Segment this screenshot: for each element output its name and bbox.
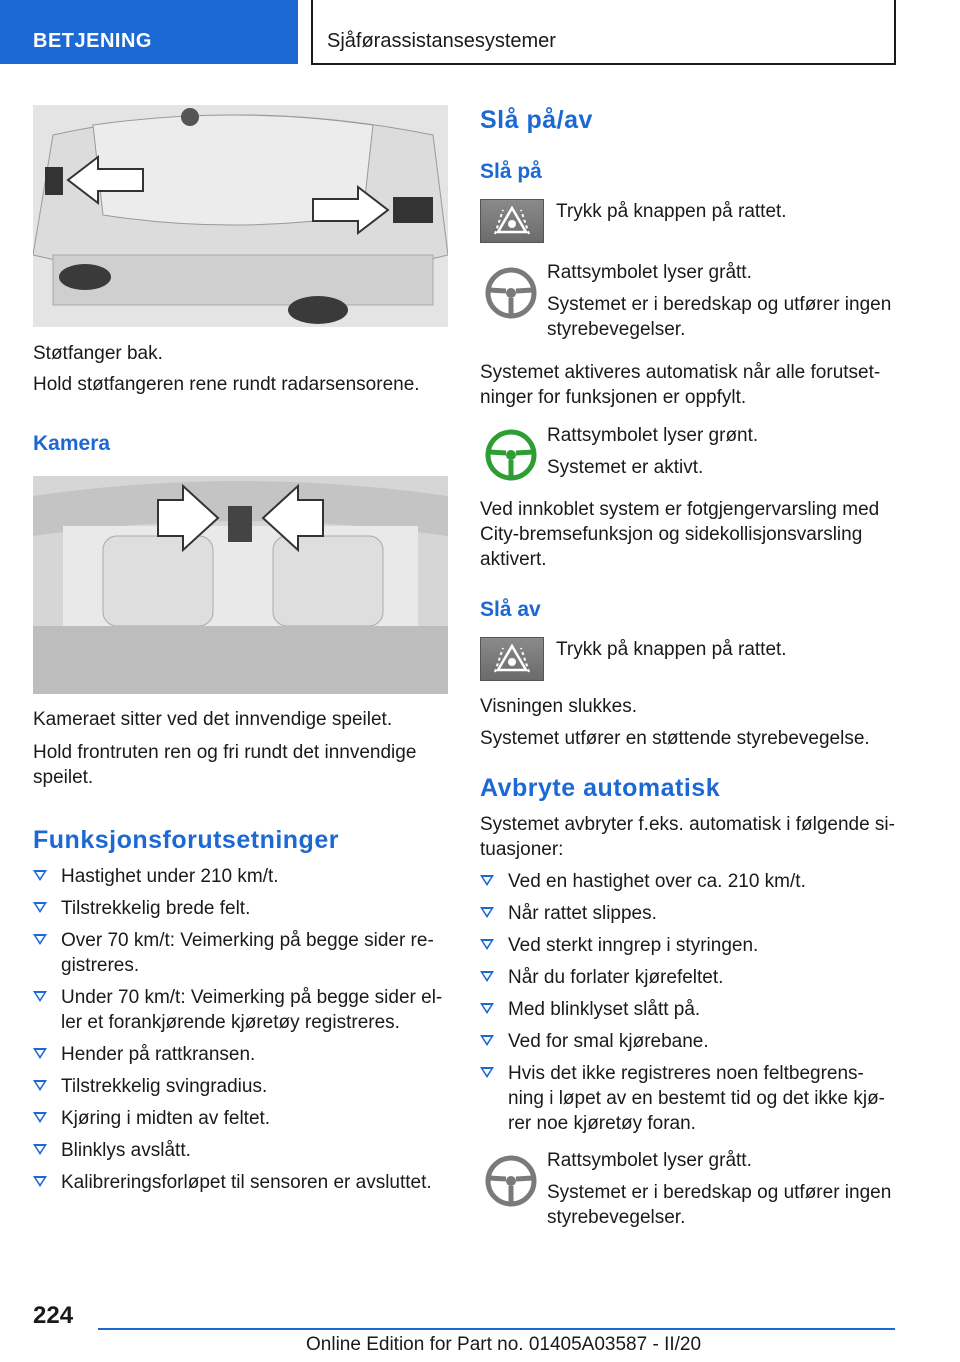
triangle-bullet-icon (480, 907, 494, 918)
list-item: Med blinklyset slått på. (480, 997, 895, 1022)
triangle-bullet-icon (33, 934, 47, 945)
steering-wheel-grey-icon (480, 1150, 542, 1212)
triangle-bullet-icon (33, 1176, 47, 1187)
list-item: Hvis det ikke registreres noen feltbegrens-ning i løpet av en bestemt tid og det ikke kjø-rer noe kjøretøy foran. (480, 1061, 895, 1136)
support-move-text: Systemet utfører en støttende styrebevegelse. (480, 728, 870, 749)
camera-heading: Kamera (33, 432, 111, 455)
main-heading: Slå på/av (480, 106, 593, 134)
grey-symbol-text-2: Rattsymbolet lyser grått. (547, 1150, 752, 1171)
list-item: Ved en hastighet over ca. 210 km/t. (480, 869, 895, 894)
list-item: Ved sterkt inngrep i styringen. (480, 933, 895, 958)
steering-wheel-green-icon (480, 424, 542, 486)
grey-symbol-text: Rattsymbolet lyser grått. (547, 262, 752, 283)
off-press-text: Trykk på knappen på rattet. (556, 639, 787, 660)
triangle-bullet-icon (33, 991, 47, 1002)
list-item: Hastighet under 210 km/t. (33, 864, 448, 889)
bumper-text: Hold støtfangeren rene rundt radarsensorene. (33, 374, 420, 395)
grey-standby-text: Systemet er i beredskap og utfører ingen styrebevegelser. (547, 294, 892, 340)
func-heading: Funksjonsforutsetninger (33, 826, 339, 854)
display-off-text: Visningen slukkes. (480, 696, 638, 717)
warning-text: Ved innkoblet system er fotgjengervarsling med City-bremsefunksjon og sidekollisjonsvarsling aktivert. (480, 499, 880, 570)
list-item: Kjøring i midten av feltet. (33, 1106, 448, 1131)
triangle-bullet-icon (480, 1003, 494, 1014)
triangle-bullet-icon (480, 939, 494, 950)
list-item: Tilstrekkelig svingradius. (33, 1074, 448, 1099)
page-number: 224 (33, 1302, 74, 1329)
footer-divider (98, 1328, 895, 1330)
green-active-text: Systemet er aktivt. (547, 457, 704, 478)
camera-image (33, 476, 448, 694)
green-symbol-text: Rattsymbolet lyser grønt. (547, 425, 759, 446)
steering-wheel-grey-icon (480, 262, 542, 324)
chapter-tab (311, 0, 896, 65)
lane-assist-button-icon (480, 199, 544, 243)
on-heading: Slå på (480, 160, 542, 183)
list-item: Under 70 km/t: Veimerking på begge sider el-ler et forankjørende kjøretøy registreres. (33, 985, 448, 1035)
list-item: Kalibreringsforløpet til sensoren er avsluttet. (33, 1170, 448, 1195)
section-tab (0, 0, 298, 64)
section-title: BETJENING (33, 30, 152, 52)
list-item: Ved for smal kjørebane. (480, 1029, 895, 1054)
triangle-bullet-icon (33, 902, 47, 913)
triangle-bullet-icon (33, 870, 47, 881)
camera-caption: Kameraet sitter ved det innvendige speilet. (33, 709, 393, 730)
list-item: Når rattet slippes. (480, 901, 895, 926)
off-heading: Slå av (480, 598, 541, 621)
list-item: Over 70 km/t: Veimerking på begge sider re-gistreres. (33, 928, 448, 978)
grey-standby-text-2: Systemet er i beredskap og utfører ingen styrebevegelser. (547, 1182, 892, 1228)
auto-activate-text: Systemet aktiveres automatisk når alle forutset-ninger for funksjonen er oppfylt. (480, 362, 881, 408)
list-item: Tilstrekkelig brede felt. (33, 896, 448, 921)
lane-assist-button-icon (480, 637, 544, 681)
triangle-bullet-icon (480, 1067, 494, 1078)
func-list (33, 864, 448, 1202)
abort-intro-text: Systemet avbryter f.eks. automatisk i følgende si-tuasjoner: (480, 814, 895, 860)
rear-bumper-image (33, 105, 448, 327)
list-item: Blinklys avslått. (33, 1138, 448, 1163)
triangle-bullet-icon (33, 1048, 47, 1059)
triangle-bullet-icon (33, 1080, 47, 1091)
triangle-bullet-icon (480, 1035, 494, 1046)
triangle-bullet-icon (480, 875, 494, 886)
bumper-caption: Støtfanger bak. (33, 343, 163, 364)
triangle-bullet-icon (33, 1112, 47, 1123)
list-item: Hender på rattkransen. (33, 1042, 448, 1067)
chapter-title: Sjåførassistansesystemer (327, 30, 556, 52)
on-press-text: Trykk på knappen på rattet. (556, 201, 787, 222)
triangle-bullet-icon (33, 1144, 47, 1155)
list-item: Når du forlater kjørefeltet. (480, 965, 895, 990)
abort-list (480, 869, 895, 1143)
triangle-bullet-icon (480, 971, 494, 982)
camera-text: Hold frontruten ren og fri rundt det innvendige speilet. (33, 742, 417, 788)
abort-heading: Avbryte automatisk (480, 774, 721, 802)
edition-text: Online Edition for Part no. 01405A03587 - II/20 (306, 1334, 702, 1355)
